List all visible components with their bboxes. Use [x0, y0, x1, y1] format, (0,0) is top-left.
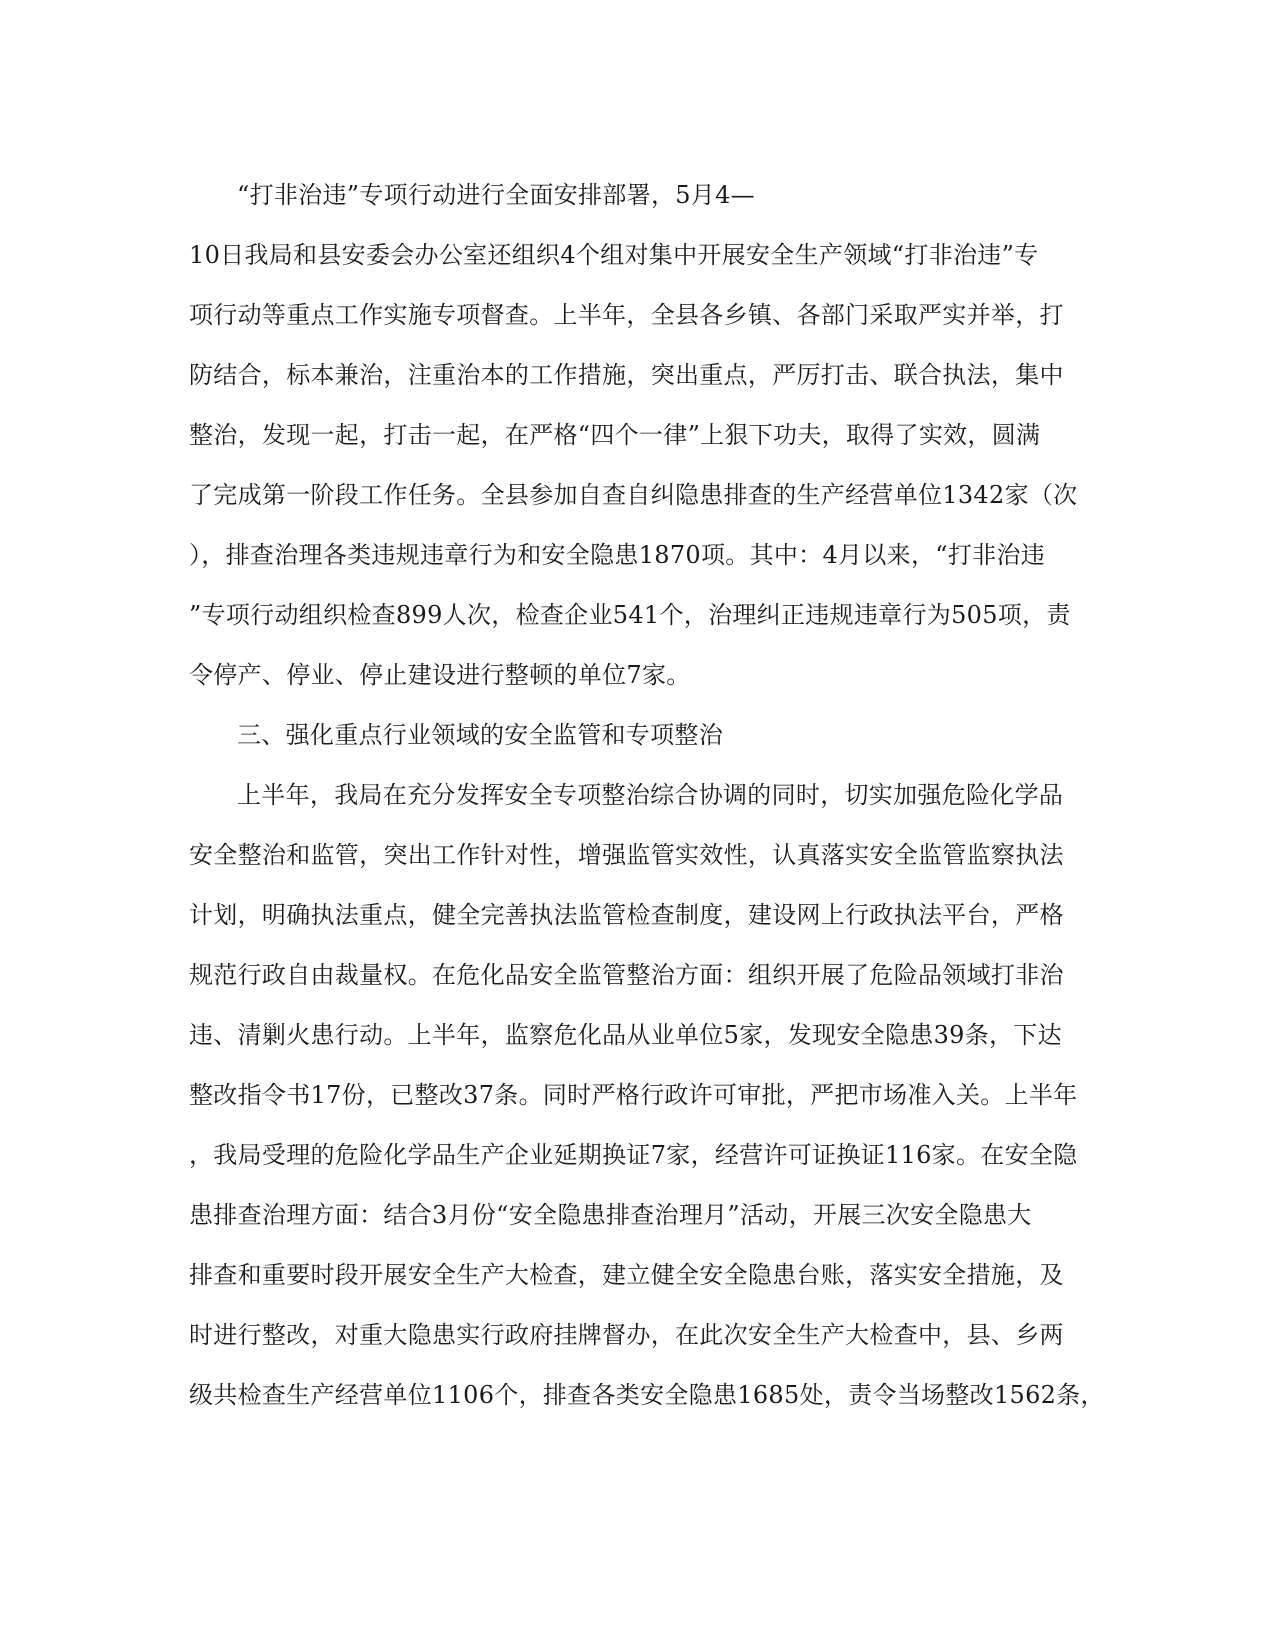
text-line: 排查和重要时段开展安全生产大检查，建立健全安全隐患台账，落实安全措施，及 — [189, 1261, 1064, 1289]
body-text — [189, 165, 1105, 1425]
text-line: 安全整治和监管，突出工作针对性，增强监管实效性，认真落实安全监管监察执法 — [189, 841, 1064, 869]
text-line: 违、清剿火患行动。上半年，监察危化品从业单位5家，发现安全隐患39条，下达 — [189, 1021, 1062, 1049]
text-line: 项行动等重点工作实施专项督查。上半年，全县各乡镇、各部门采取严实并举，打 — [189, 301, 1064, 329]
text-line: 规范行政自由裁量权。在危化品安全监管整治方面：组织开展了危险品领域打非治 — [189, 961, 1064, 989]
text-line: 级共检查生产经营单位1106个，排查各类安全隐患1685处，责令当场整改1562条， — [189, 1381, 1105, 1409]
text-line: 整治，发现一起，打击一起，在严格“四个一律”上狠下功夫，取得了实效，圆满 — [189, 421, 1041, 449]
text-line: 令停产、停业、停止建设进行整顿的单位7家。 — [189, 661, 691, 689]
section-heading: 三、强化重点行业领域的安全监管和专项整治 — [237, 721, 723, 749]
text-line: 时进行整改，对重大隐患实行政府挂牌督办，在此次安全生产大检查中，县、乡两 — [189, 1321, 1064, 1349]
text-line: “打非治违”专项行动进行全面安排部署，5月4— — [237, 181, 755, 209]
text-line: 整改指令书17份，已整改37条。同时严格行政许可审批，严把市场准入关。上半年 — [189, 1081, 1078, 1109]
text-line: 上半年，我局在充分发挥安全专项整治综合协调的同时，切实加强危险化学品 — [237, 781, 1064, 809]
text-line: 患排查治理方面：结合3月份“安全隐患排查治理月”活动，开展三次安全隐患大 — [189, 1201, 1032, 1229]
text-line: 防结合，标本兼治，注重治本的工作措施，突出重点，严厉打击、联合执法，集中 — [189, 361, 1064, 389]
text-line: 10日我局和县安委会办公室还组织4个组对集中开展安全生产领域“打非治违”专 — [189, 241, 1039, 269]
text-line: 了完成第一阶段工作任务。全县参加自查自纠隐患排查的生产经营单位1342家（次 — [189, 481, 1078, 509]
text-line: 计划，明确执法重点，健全完善执法监管检查制度，建设网上行政执法平台，严格 — [189, 901, 1064, 929]
text-line: ，我局受理的危险化学品生产企业延期换证7家，经营许可证换证116家。在安全隐 — [189, 1141, 1078, 1169]
text-line: ），排查治理各类违规违章行为和安全隐患1870项。其中：4月以来，“打非治违 — [189, 541, 1046, 569]
text-line: ”专项行动组织检查899人次，检查企业541个，治理纠正违规违章行为505项，责 — [189, 601, 1071, 629]
